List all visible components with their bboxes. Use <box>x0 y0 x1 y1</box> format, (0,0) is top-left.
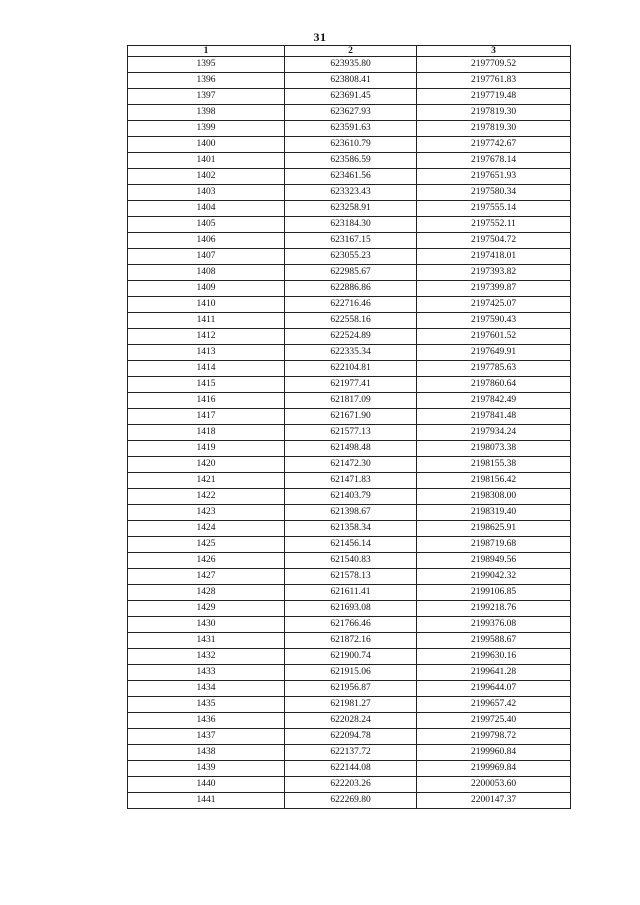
point-number-cell: 1440 <box>128 777 285 793</box>
point-number-cell: 1409 <box>128 281 285 297</box>
point-number-cell: 1411 <box>128 313 285 329</box>
x-coordinate-cell: 621403.79 <box>285 489 417 505</box>
y-coordinate-cell: 2197601.52 <box>417 329 571 345</box>
point-number-cell: 1395 <box>128 57 285 73</box>
table-row <box>128 409 571 425</box>
point-number-cell: 1406 <box>128 233 285 249</box>
table-row <box>128 361 571 377</box>
x-coordinate-cell: 621766.46 <box>285 617 417 633</box>
x-coordinate-cell: 623461.56 <box>285 169 417 185</box>
point-number-cell: 1436 <box>128 713 285 729</box>
y-coordinate-cell: 2199641.28 <box>417 665 571 681</box>
x-coordinate-cell: 622203.26 <box>285 777 417 793</box>
y-coordinate-cell: 2199969.84 <box>417 761 571 777</box>
x-coordinate-cell: 622269.80 <box>285 793 417 809</box>
point-number-cell: 1410 <box>128 297 285 313</box>
point-number-cell: 1412 <box>128 329 285 345</box>
x-coordinate-cell: 623808.41 <box>285 73 417 89</box>
point-number-cell: 1439 <box>128 761 285 777</box>
x-coordinate-cell: 622558.16 <box>285 313 417 329</box>
point-number-cell: 1433 <box>128 665 285 681</box>
table-row <box>128 169 571 185</box>
point-number-cell: 1430 <box>128 617 285 633</box>
y-coordinate-cell: 2197555.14 <box>417 201 571 217</box>
point-number-cell: 1398 <box>128 105 285 121</box>
point-number-cell: 1404 <box>128 201 285 217</box>
table-row <box>128 297 571 313</box>
point-number-cell: 1407 <box>128 249 285 265</box>
table-row <box>128 105 571 121</box>
point-number-cell: 1400 <box>128 137 285 153</box>
y-coordinate-cell: 2197785.63 <box>417 361 571 377</box>
y-coordinate-cell: 2198073.38 <box>417 441 571 457</box>
table-row <box>128 681 571 697</box>
x-coordinate-cell: 623184.30 <box>285 217 417 233</box>
table-row <box>128 633 571 649</box>
x-coordinate-cell: 622137.72 <box>285 745 417 761</box>
table-row <box>128 329 571 345</box>
table-row <box>128 793 571 809</box>
x-coordinate-cell: 621693.08 <box>285 601 417 617</box>
y-coordinate-cell: 2198719.68 <box>417 537 571 553</box>
x-coordinate-cell: 621358.34 <box>285 521 417 537</box>
table-row <box>128 553 571 569</box>
x-coordinate-cell: 623691.45 <box>285 89 417 105</box>
point-number-cell: 1435 <box>128 697 285 713</box>
x-coordinate-cell: 623627.93 <box>285 105 417 121</box>
y-coordinate-cell: 2197651.93 <box>417 169 571 185</box>
x-coordinate-cell: 621981.27 <box>285 697 417 713</box>
point-number-cell: 1399 <box>128 121 285 137</box>
point-number-cell: 1420 <box>128 457 285 473</box>
point-number-cell: 1408 <box>128 265 285 281</box>
x-coordinate-cell: 621817.09 <box>285 393 417 409</box>
point-number-cell: 1413 <box>128 345 285 361</box>
table-body <box>128 57 571 809</box>
y-coordinate-cell: 2197819.30 <box>417 105 571 121</box>
table-row <box>128 457 571 473</box>
x-coordinate-cell: 623055.23 <box>285 249 417 265</box>
point-number-cell: 1423 <box>128 505 285 521</box>
table-row <box>128 281 571 297</box>
point-number-cell: 1432 <box>128 649 285 665</box>
table-header <box>128 46 571 57</box>
table-row <box>128 89 571 105</box>
y-coordinate-cell: 2199588.67 <box>417 633 571 649</box>
point-number-cell: 1434 <box>128 681 285 697</box>
x-coordinate-cell: 621398.67 <box>285 505 417 521</box>
x-coordinate-cell: 622716.46 <box>285 297 417 313</box>
y-coordinate-cell: 2197841.48 <box>417 409 571 425</box>
table-row <box>128 761 571 777</box>
y-coordinate-cell: 2197425.07 <box>417 297 571 313</box>
point-number-cell: 1424 <box>128 521 285 537</box>
y-coordinate-cell: 2197418.01 <box>417 249 571 265</box>
point-number-cell: 1438 <box>128 745 285 761</box>
point-number-cell: 1426 <box>128 553 285 569</box>
point-number-cell: 1417 <box>128 409 285 425</box>
x-coordinate-cell: 623323.43 <box>285 185 417 201</box>
point-number-cell: 1419 <box>128 441 285 457</box>
x-coordinate-cell: 622104.81 <box>285 361 417 377</box>
table-row <box>128 489 571 505</box>
y-coordinate-cell: 2199630.16 <box>417 649 571 665</box>
y-coordinate-cell: 2197761.83 <box>417 73 571 89</box>
point-number-cell: 1397 <box>128 89 285 105</box>
point-number-cell: 1427 <box>128 569 285 585</box>
x-coordinate-cell: 621472.30 <box>285 457 417 473</box>
point-number-cell: 1403 <box>128 185 285 201</box>
x-coordinate-cell: 621872.16 <box>285 633 417 649</box>
x-coordinate-cell: 621977.41 <box>285 377 417 393</box>
y-coordinate-cell: 2197934.24 <box>417 425 571 441</box>
y-coordinate-cell: 2199644.07 <box>417 681 571 697</box>
point-number-cell: 1422 <box>128 489 285 505</box>
table-row <box>128 57 571 73</box>
x-coordinate-cell: 622028.24 <box>285 713 417 729</box>
table-row <box>128 377 571 393</box>
x-coordinate-cell: 623610.79 <box>285 137 417 153</box>
x-coordinate-cell: 622524.89 <box>285 329 417 345</box>
y-coordinate-cell: 2197709.52 <box>417 57 571 73</box>
table-row <box>128 185 571 201</box>
point-number-cell: 1428 <box>128 585 285 601</box>
x-coordinate-cell: 623935.80 <box>285 57 417 73</box>
table-row <box>128 249 571 265</box>
table-row <box>128 217 571 233</box>
point-number-cell: 1405 <box>128 217 285 233</box>
y-coordinate-cell: 2198156.42 <box>417 473 571 489</box>
x-coordinate-cell: 623591.63 <box>285 121 417 137</box>
y-coordinate-cell: 2198155.38 <box>417 457 571 473</box>
x-coordinate-cell: 622144.08 <box>285 761 417 777</box>
point-number-cell: 1415 <box>128 377 285 393</box>
y-coordinate-cell: 2199725.40 <box>417 713 571 729</box>
table-row <box>128 569 571 585</box>
table-row <box>128 121 571 137</box>
y-coordinate-cell: 2198949.56 <box>417 553 571 569</box>
x-coordinate-cell: 623586.59 <box>285 153 417 169</box>
x-coordinate-cell: 622985.67 <box>285 265 417 281</box>
table-row <box>128 729 571 745</box>
x-coordinate-cell: 621956.87 <box>285 681 417 697</box>
point-number-cell: 1396 <box>128 73 285 89</box>
y-coordinate-cell: 2197552.11 <box>417 217 571 233</box>
table-row <box>128 537 571 553</box>
point-number-cell: 1429 <box>128 601 285 617</box>
table-row <box>128 441 571 457</box>
point-number-cell: 1425 <box>128 537 285 553</box>
x-coordinate-cell: 622886.86 <box>285 281 417 297</box>
table-row <box>128 233 571 249</box>
y-coordinate-cell: 2199960.84 <box>417 745 571 761</box>
y-coordinate-cell: 2198308.00 <box>417 489 571 505</box>
table-row <box>128 745 571 761</box>
table-row <box>128 137 571 153</box>
y-coordinate-cell: 2197590.43 <box>417 313 571 329</box>
table-row <box>128 665 571 681</box>
table-row <box>128 201 571 217</box>
column-header-3: 3 <box>417 46 571 57</box>
y-coordinate-cell: 2198319.40 <box>417 505 571 521</box>
y-coordinate-cell: 2197819.30 <box>417 121 571 137</box>
y-coordinate-cell: 2197719.48 <box>417 89 571 105</box>
table-row <box>128 713 571 729</box>
x-coordinate-cell: 621540.83 <box>285 553 417 569</box>
table-row <box>128 345 571 361</box>
table-row <box>128 649 571 665</box>
y-coordinate-cell: 2197842.49 <box>417 393 571 409</box>
x-coordinate-cell: 621900.74 <box>285 649 417 665</box>
point-number-cell: 1437 <box>128 729 285 745</box>
y-coordinate-cell: 2199042.32 <box>417 569 571 585</box>
point-number-cell: 1402 <box>128 169 285 185</box>
header-row <box>128 46 571 57</box>
table-row <box>128 521 571 537</box>
point-number-cell: 1414 <box>128 361 285 377</box>
table-row <box>128 473 571 489</box>
table-row <box>128 425 571 441</box>
x-coordinate-cell: 623258.91 <box>285 201 417 217</box>
coordinates-table <box>127 45 571 809</box>
table-row <box>128 393 571 409</box>
table-row <box>128 153 571 169</box>
x-coordinate-cell: 621915.06 <box>285 665 417 681</box>
point-number-cell: 1421 <box>128 473 285 489</box>
x-coordinate-cell: 621671.90 <box>285 409 417 425</box>
table-row <box>128 601 571 617</box>
y-coordinate-cell: 2199106.85 <box>417 585 571 601</box>
table-row <box>128 697 571 713</box>
y-coordinate-cell: 2197742.67 <box>417 137 571 153</box>
table-row <box>128 313 571 329</box>
x-coordinate-cell: 621611.41 <box>285 585 417 601</box>
table-row <box>128 73 571 89</box>
x-coordinate-cell: 621578.13 <box>285 569 417 585</box>
y-coordinate-cell: 2199657.42 <box>417 697 571 713</box>
point-number-cell: 1431 <box>128 633 285 649</box>
y-coordinate-cell: 2198625.91 <box>417 521 571 537</box>
y-coordinate-cell: 2197580.34 <box>417 185 571 201</box>
table-row <box>128 617 571 633</box>
y-coordinate-cell: 2199798.72 <box>417 729 571 745</box>
y-coordinate-cell: 2197860.64 <box>417 377 571 393</box>
x-coordinate-cell: 621456.14 <box>285 537 417 553</box>
y-coordinate-cell: 2197399.87 <box>417 281 571 297</box>
point-number-cell: 1418 <box>128 425 285 441</box>
x-coordinate-cell: 621498.48 <box>285 441 417 457</box>
y-coordinate-cell: 2199376.08 <box>417 617 571 633</box>
y-coordinate-cell: 2199218.76 <box>417 601 571 617</box>
point-number-cell: 1416 <box>128 393 285 409</box>
y-coordinate-cell: 2200147.37 <box>417 793 571 809</box>
y-coordinate-cell: 2197393.82 <box>417 265 571 281</box>
table-row <box>128 777 571 793</box>
table-row <box>128 505 571 521</box>
x-coordinate-cell: 622094.78 <box>285 729 417 745</box>
x-coordinate-cell: 621471.83 <box>285 473 417 489</box>
y-coordinate-cell: 2197504.72 <box>417 233 571 249</box>
page-number: 31 <box>313 30 327 44</box>
table-row <box>128 585 571 601</box>
x-coordinate-cell: 622335.34 <box>285 345 417 361</box>
y-coordinate-cell: 2197678.14 <box>417 153 571 169</box>
y-coordinate-cell: 2197649.91 <box>417 345 571 361</box>
point-number-cell: 1441 <box>128 793 285 809</box>
table-row <box>128 265 571 281</box>
column-header-2: 2 <box>285 46 417 57</box>
point-number-cell: 1401 <box>128 153 285 169</box>
x-coordinate-cell: 621577.13 <box>285 425 417 441</box>
x-coordinate-cell: 623167.15 <box>285 233 417 249</box>
column-header-1: 1 <box>128 46 285 57</box>
y-coordinate-cell: 2200053.60 <box>417 777 571 793</box>
